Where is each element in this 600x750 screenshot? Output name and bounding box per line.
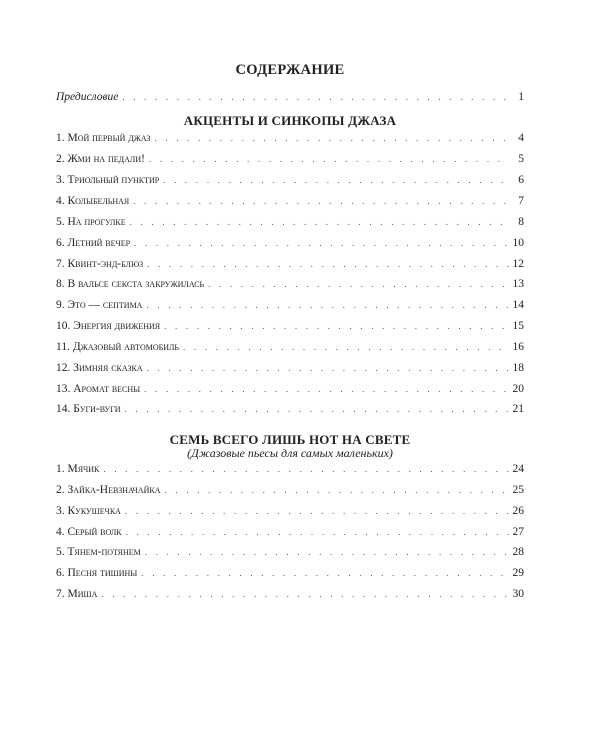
toc-entry-page: 12 [512,258,524,270]
toc-entry-title: 8. В вальсе секста закружилась [56,278,205,290]
toc-entry-page: 16 [512,341,524,353]
toc-entry-page: 5 [518,153,524,165]
toc-entry-title: 12. Зимняя сказка [56,362,143,374]
toc-entry[interactable] [56,193,524,209]
toc-entry-title: 2. Зайка-Невзначайка [56,484,161,496]
toc-entry-page: 6 [518,174,524,186]
toc-entry[interactable] [56,461,524,477]
toc-entry-title: 10. Энергия движения [56,320,161,332]
dot-leader [141,565,509,581]
toc-entry[interactable] [56,318,524,334]
toc-entry-page: 8 [518,216,524,228]
dot-leader [149,151,509,167]
toc-entry-title: 9. Это — септима [56,299,143,311]
toc-entry[interactable] [56,544,524,560]
dot-leader [103,461,509,477]
toc-entry-title: 2. Жми на педали! [56,153,145,165]
toc-entry[interactable] [56,401,524,417]
toc-entry-page: 28 [512,546,524,558]
dot-leader [146,297,509,313]
toc-entry-page: 30 [512,588,524,600]
toc-entry-title: Предисловие [56,91,119,103]
toc-entry[interactable] [56,172,524,188]
dot-leader [163,172,509,188]
dot-leader [125,503,509,519]
toc-entry-title: 14. Буги-вуги [56,403,121,415]
dot-leader [165,482,509,498]
toc-entry-title: 1. Мячик [56,463,100,475]
toc-entry-page: 18 [512,362,524,374]
dot-leader [133,193,509,209]
toc-entry[interactable] [56,256,524,272]
toc-entry-page: 21 [512,403,524,415]
dot-leader [125,401,509,417]
toc-entry-title: 3. Кукушечка [56,505,121,517]
toc-entry-title: 6. Песня тишины [56,567,138,579]
toc-entry-title: 5. На прогулке [56,216,126,228]
toc-entry-title: 11. Джазовый автомобиль [56,341,180,353]
toc-entry-page: 24 [512,463,524,475]
toc-entry-title: 13. Аромат весны [56,383,141,395]
toc-entry-page: 20 [512,383,524,395]
dot-leader [208,276,509,292]
dot-leader [154,130,509,146]
section-subheading-2: (Джазовые пьесы для самых маленьких) [187,446,393,460]
toc-entry[interactable] [56,339,524,355]
toc-entry-title: 5. Тянем-потянем [56,546,141,558]
toc-entry-preface[interactable] [56,89,524,105]
toc-entry[interactable] [56,151,524,167]
toc-entry[interactable] [56,524,524,540]
dot-leader [183,339,509,355]
toc-entry[interactable] [56,297,524,313]
toc-entry-title: 7. Миша [56,588,98,600]
toc-entry-page: 15 [512,320,524,332]
toc-entry-page: 13 [512,278,524,290]
toc-entry-title: 4. Серый волк [56,526,122,538]
dot-leader [130,214,509,230]
toc-entry-page: 27 [512,526,524,538]
dot-leader [145,544,509,560]
toc-entry-title: 4. Колыбельная [56,195,130,207]
table-of-contents-page [56,0,524,750]
toc-entry[interactable] [56,360,524,376]
dot-leader [134,235,509,251]
toc-entry[interactable] [56,381,524,397]
toc-entry[interactable] [56,235,524,251]
page-title: СОДЕРЖАНИЕ [235,62,345,78]
toc-entry[interactable] [56,586,524,602]
toc-entry-title: 1. Мой первый джаз [56,132,151,144]
toc-entry[interactable] [56,503,524,519]
dot-leader [147,256,509,272]
dot-leader [144,381,509,397]
dot-leader [122,89,509,105]
toc-entry-page: 26 [512,505,524,517]
dot-leader [164,318,509,334]
toc-entry[interactable] [56,565,524,581]
dot-leader [126,524,509,540]
toc-entry-page: 1 [518,91,524,103]
toc-entry-page: 14 [512,299,524,311]
dot-leader [101,586,509,602]
toc-entry[interactable] [56,482,524,498]
toc-entry-title: 3. Триольный пунктир [56,174,160,186]
toc-entry[interactable] [56,214,524,230]
toc-entry[interactable] [56,276,524,292]
toc-entry-page: 4 [518,132,524,144]
toc-entry[interactable] [56,130,524,146]
dot-leader [147,360,509,376]
toc-entry-page: 25 [512,484,524,496]
section-heading-2: СЕМЬ ВСЕГО ЛИШЬ НОТ НА СВЕТЕ [169,432,411,447]
toc-entry-page: 7 [518,195,524,207]
toc-entry-page: 10 [512,237,524,249]
toc-entry-title: 7. Квинт-энд-блюз [56,258,144,270]
toc-entry-page: 29 [512,567,524,579]
toc-entry-title: 6. Летний вечер [56,237,131,249]
section-heading-1: АКЦЕНТЫ И СИНКОПЫ ДЖАЗА [183,113,397,128]
